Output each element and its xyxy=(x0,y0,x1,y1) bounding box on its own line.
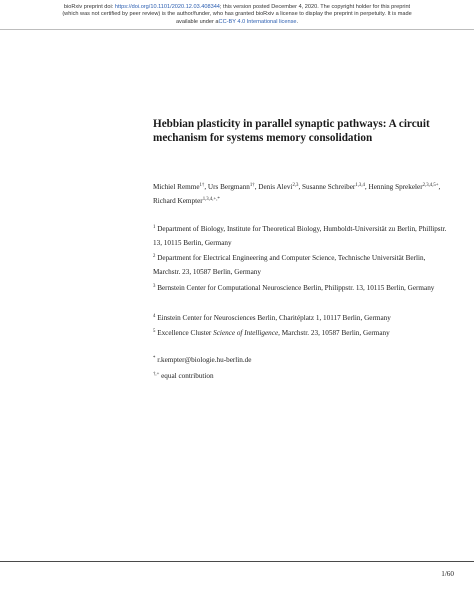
affiliation-3 xyxy=(153,281,453,295)
author-name: Denis Alevi xyxy=(258,183,293,191)
affiliation-text: Excellence Cluster xyxy=(157,329,214,337)
banner-divider xyxy=(0,29,474,30)
author-affiliation-marks: 1,3,4,+,* xyxy=(202,197,220,203)
page-number: 1/60 xyxy=(441,570,454,578)
footnote-mark: * xyxy=(153,356,156,361)
affiliation-text: Department for Electrical Engineering and Computer Science, Technische Universität Berlin, Marchstr. 23, 10587 Berlin, Germany xyxy=(153,254,426,277)
affiliation-text: Einstein Center for Neurosciences Berlin, Charitéplatz 1, 10117 Berlin, Germany xyxy=(157,314,391,322)
affiliation-5 xyxy=(153,326,453,340)
author-affiliation-marks: 1,3,4 xyxy=(355,183,365,188)
author-list: Michiel Remme$^{1\dagger}$, Urs Bergmann$^{1\dagger}$, Denis Alevi$^{2,3}$, Susanne Schreiber$^{1,3,4}$, Henning Sprekeler$^{2,3,4,5+}$, Richard Kempter$^{1,3,4,+,*}$ xyxy=(153,183,441,206)
author-affiliation-marks: 1† xyxy=(199,183,205,188)
correspondence-email[interactable]: r.kempter@biologie.hu-berlin.de xyxy=(157,356,252,364)
footnote-text: equal contribution xyxy=(161,372,214,380)
footnote-mark: †,+ xyxy=(153,372,160,377)
affiliation-number: 5 xyxy=(153,329,156,334)
license-link[interactable]: CC-BY 4.0 International license xyxy=(218,18,297,25)
banner-line-3 xyxy=(0,19,474,26)
doi-link[interactable]: https://doi.org/10.1101/2020.12.03.408344 xyxy=(114,4,220,10)
banner-line-2: (which was not certified by peer review) is the author/funder, who has granted bioRxiv a license to display the preprint in perpetuity. It is made xyxy=(62,11,412,18)
author-name: Richard Kempter xyxy=(153,197,203,206)
banner-text: available under a xyxy=(175,18,219,25)
author-name: Susanne Schreiber xyxy=(302,183,356,191)
paper-title: Hebbian plasticity in parallel synaptic pathways: A circuit mechanism for systems memory consolidation xyxy=(153,118,430,144)
affiliation-4 xyxy=(153,311,453,325)
banner-line-1 xyxy=(0,4,474,11)
affiliation-text: Department of Biology, Institute for Theoretical Biology, Humboldt-Universität zu Berlin, Phillipstr. 13, 10115 Berlin, Germany xyxy=(153,225,447,248)
banner-text: bioRxiv preprint doi: xyxy=(63,4,115,10)
affiliation-number: 1 xyxy=(153,225,156,230)
affiliation-2 xyxy=(153,251,453,279)
correspondence-footnote xyxy=(153,354,453,366)
author-name: Urs Bergmann xyxy=(207,183,250,191)
affiliation-text: Bernstein Center for Computational Neuroscience Berlin, Philippstr. 13, 10115 Berlin, Germany xyxy=(157,284,435,292)
preprint-banner xyxy=(0,4,474,26)
author-affiliation-marks: 2,3,4,5+ xyxy=(422,183,439,188)
footer-divider xyxy=(0,561,474,562)
affiliation-italic-text: Science of Intelligence xyxy=(213,329,279,337)
author-affiliation-marks: 2,3 xyxy=(292,183,299,188)
affiliation-text: , Marchstr. 23, 10587 Berlin, Germany xyxy=(278,329,390,337)
equal-contribution-footnote xyxy=(153,370,453,382)
author-name: Michiel Remme xyxy=(153,183,200,191)
banner-text: ; this version posted December 4, 2020. The copyright holder for this preprint xyxy=(219,4,411,10)
banner-text: . xyxy=(296,18,299,25)
affiliation-number: 4 xyxy=(153,314,156,319)
affiliation-number: 3 xyxy=(153,284,156,289)
affiliation-number: 2 xyxy=(153,254,156,259)
author-affiliation-marks: 1† xyxy=(249,183,255,188)
affiliation-1 xyxy=(153,222,453,250)
author-name: Henning Sprekeler xyxy=(368,183,423,191)
